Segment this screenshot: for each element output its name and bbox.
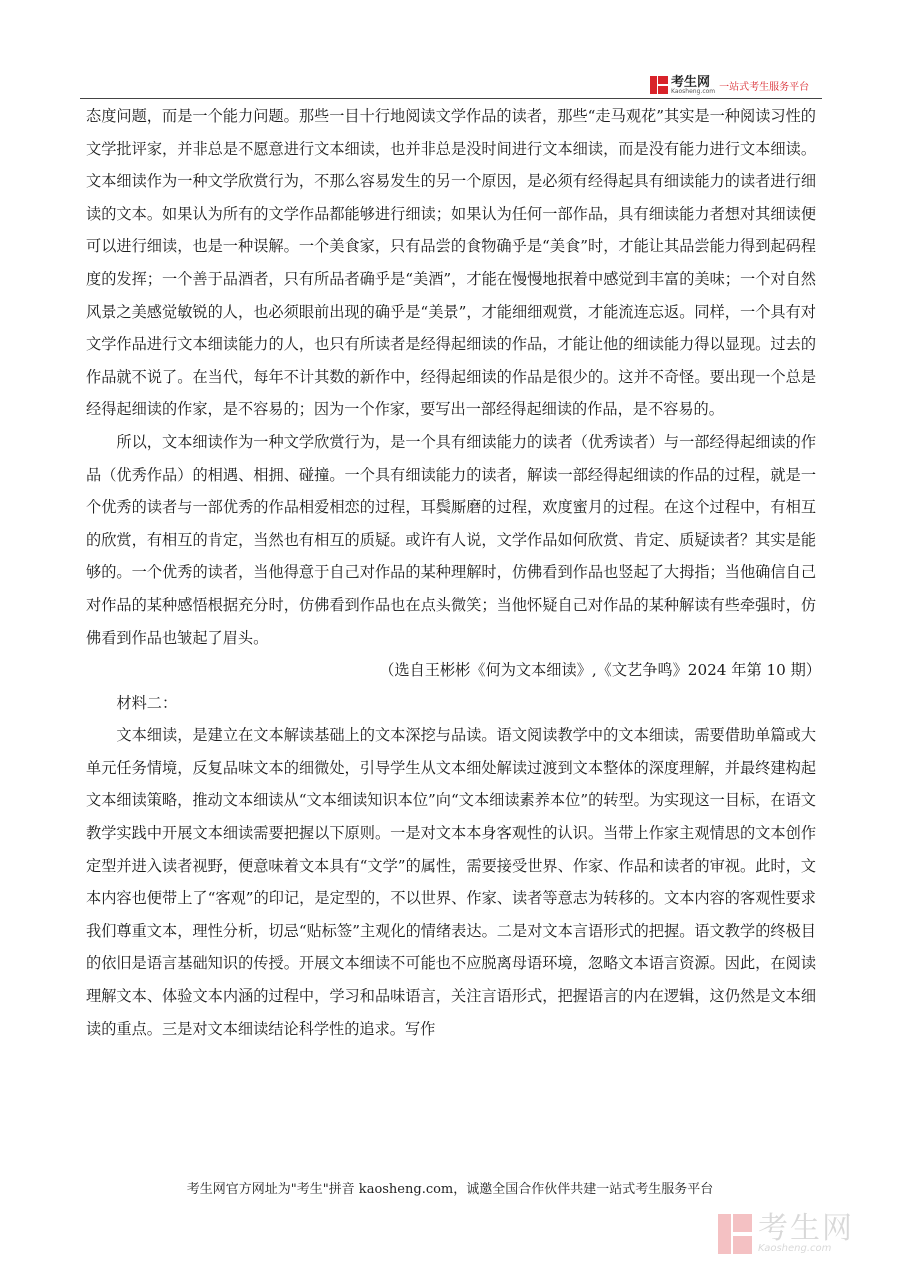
watermark-name: 考生网 [758, 1211, 854, 1246]
watermark-logo [718, 1212, 888, 1256]
logo-name: 考生网 [671, 74, 711, 90]
logo-domain: Kaosheng.com [671, 87, 716, 95]
paragraph-2: 所以，文本细读作为一种文学欣赏行为，是一个具有细读能力的读者（优秀读者）与一部经得起细读的作品（优秀作品）的相遇、相拥、碰撞。一个具有细读能力的读者，解读一部经得起细读的作品的过程，就是一个优秀的读者与一部优秀的作品相爱相恋的过程，耳鬓厮磨的过程，欢度蜜月的过程。在这个过程中，有相互的欣赏，有相互的肯定，当然也有相互的质疑。或许有人说，文学作品如何欣赏、肯定、质疑读者？其实是能够的。一个优秀的读者，当他得意于自己对作品的某种理解时，仿佛看到作品也竖起了大拇指；当他确信自己对作品的某种感悟根据充分时，仿佛看到作品也在点头微笑；当他怀疑自己对作品的某种解读有些牵强时，仿佛看到作品也皱起了眉头。 [86, 432, 816, 647]
header-logo [650, 74, 820, 96]
source-citation: （选自王彬彬《何为文本细读》,《文艺争鸣》2024 年第 10 期） [379, 661, 821, 680]
watermark-logo-icon [718, 1214, 752, 1254]
document-body [86, 100, 821, 1045]
section-heading-material-2: 材料二： [116, 693, 178, 712]
paragraph-3: 文本细读，是建立在文本解读基础上的文本深挖与品读。语文阅读教学中的文本细读，需要借助单篇或大单元任务情境，反复品味文本的细微处，引导学生从文本细处解读过渡到文本整体的深度理解，并最终建构起文本细读策略，推动文本细读从“文本细读知识本位”向“文本细读素养本位”的转型。为实现这一目标，在语文教学实践中开展文本细读需要把握以下原则。一是对文本本身客观性的认识。当带上作家主观情思的文本创作定型并进入读者视野，便意味着文本具有“文学”的属性，需要接受世界、作家、作品和读者的审视。此时，文本内容也便带上了“客观”的印记，是定型的，不以世界、作家、读者等意志为转移的。文本内容的客观性要求我们尊重文本，理性分析，切忌“贴标签”主观化的情绪表达。二是对文本言语形式的把握。语文教学的终极目的依旧是语言基础知识的传授。开展文本细读不可能也不应脱离母语环境，忽略文本语言资源。因此，在阅读理解文本、体验文本内涵的过程中，学习和品味语言，关注言语形式，把握语言的内在逻辑，这仍然是文本细读的重点。三是对文本细读结论科学性的追求。写作 [86, 726, 816, 1038]
logo-slogan: 一站式考生服务平台 [719, 81, 810, 93]
page-footer: 考生网官方网址为"考生"拼音 kaosheng.com，诚邀全国合作伙伴共建一站式考生服务平台 [186, 1182, 714, 1197]
header-divider [80, 98, 822, 99]
kaosheng-logo-icon [650, 76, 668, 94]
watermark-domain: Kaosheng.com [758, 1243, 832, 1254]
paragraph-1: 态度问题，而是一个能力问题。那些一目十行地阅读文学作品的读者，那些“走马观花”其实是一种阅读习性的文学批评家，并非总是不愿意进行文本细读，也并非总是没时间进行文本细读，而是没有能力进行文本细读。文本细读作为一种文学欣赏行为，不那么容易发生的另一个原因，是必须有经得起具有细读能力的读者进行细读的文本。如果认为所有的文学作品都能够进行细读；如果认为任何一部作品，具有细读能力者想对其细读便可以进行细读，也是一种误解。一个美食家，只有品尝的食物确乎是“美食”时，才能让其品尝能力得到起码程度的发挥；一个善于品酒者，只有所品者确乎是“美酒”，才能在慢慢地抿着中感觉到丰富的美味；一个对自然风景之美感觉敏锐的人，也必须眼前出现的确乎是“美景”，才能细细观赏，才能流连忘返。同样，一个具有对文学作品进行文本细读能力的人，也只有所读者是经得起细读的作品，才能让他的细读能力得以显现。过去的作品就不说了。在当代，每年不计其数的新作中，经得起细读的作品是很少的。这并不奇怪。要出现一个总是经得起细读的作家，是不容易的；因为一个作家，要写出一部经得起细读的作品，是不容易的。 [86, 107, 816, 419]
